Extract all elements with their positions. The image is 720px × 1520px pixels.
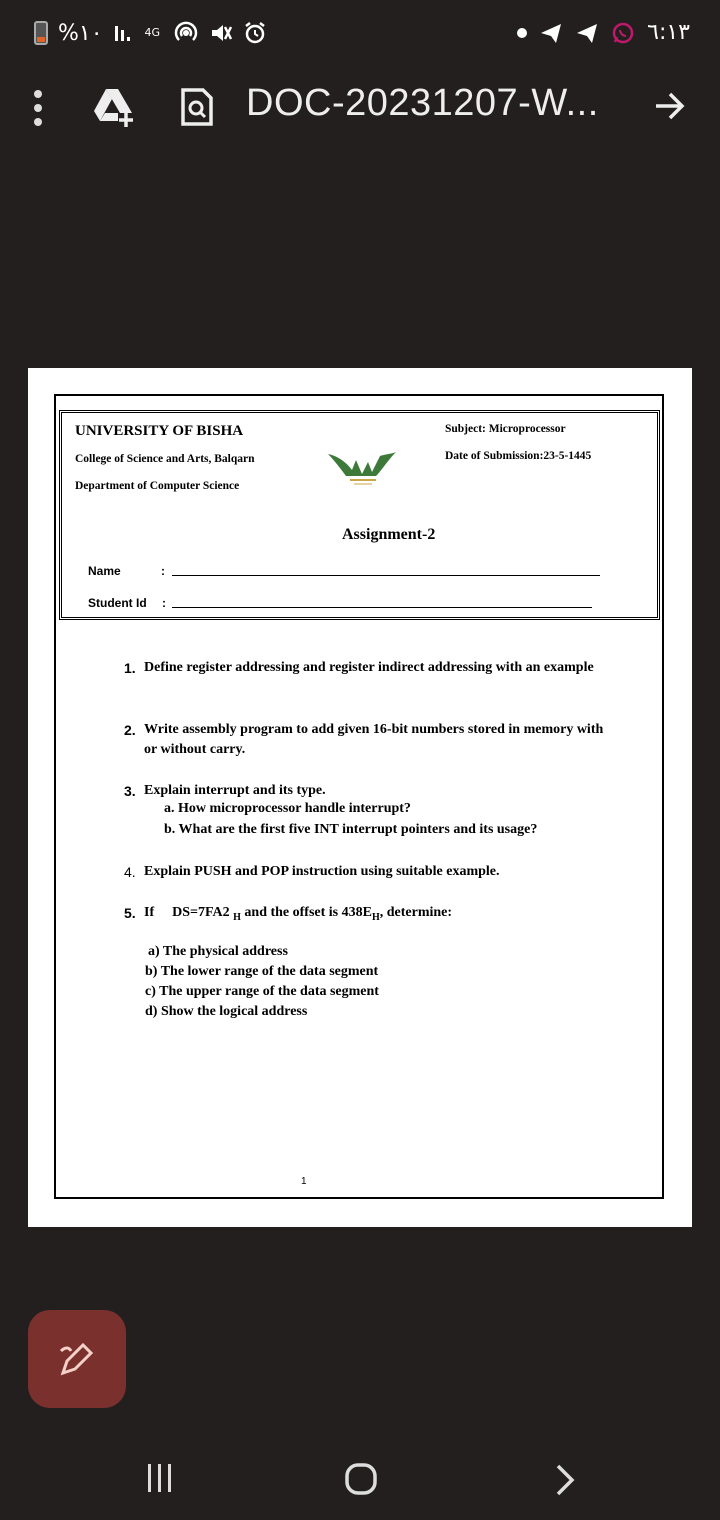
page-border: UNIVERSITY OF BISHA College of Science and Arts, Balqarn Department of Computer Science Subject: Microprocessor Date of Submission:23-5-1445 Assignment-2 Name : Student Id : 1. Define register addressing and register indirect addressing with an example 2. Write assembly program to add given 16-bit numbers stored in memory with or without carry. 3. Explain interrupt and its type. a. How microprocessor handle interrupt? b. What are the first five INT interrupt pointers and its usage? 4. Explain PUSH and POP instruction using suitable example. 5. If DS=7FA2 $_H$ and the offset is $438E_H$, determine: a) The physical address b) The lower range of the data segment c) The upper range of the data segment d) Show the logical address 1 <box>54 394 664 1199</box>
recent-apps-icon[interactable] <box>146 1462 176 1496</box>
question-5d: d) Show the logical address <box>145 1004 308 1019</box>
status-left <box>34 20 267 46</box>
network-type: 4G <box>144 26 161 39</box>
university-name: UNIVERSITY OF BISHA <box>75 423 244 439</box>
department-name: Department of Computer Science <box>75 480 240 492</box>
college-name: College of Science and Arts, Balqarn <box>75 453 255 465</box>
status-bar <box>0 0 720 70</box>
name-label: Name <box>88 564 121 578</box>
alarm-icon <box>243 21 267 45</box>
question-5a: a) The physical address <box>148 944 288 959</box>
student-id-line[interactable] <box>172 607 592 608</box>
navigation-bar <box>0 1440 720 1520</box>
document-search-icon[interactable] <box>180 87 214 127</box>
status-right <box>517 20 690 45</box>
hotspot-icon <box>173 20 199 46</box>
mute-icon <box>209 21 233 45</box>
battery-percentage: %١٠ <box>58 20 103 46</box>
name-line[interactable] <box>172 575 600 576</box>
question-3b: b. What are the first five INT interrupt pointers and its usage? <box>164 822 538 837</box>
notification-dot <box>517 28 527 38</box>
question-5c: c) The upper range of the data segment <box>145 984 379 999</box>
question-3a: a. How microprocessor handle interrupt? <box>164 801 411 816</box>
assignment-title: Assignment-2 <box>342 526 436 543</box>
open-arrow-icon[interactable] <box>652 88 688 124</box>
add-to-drive-icon[interactable] <box>92 85 136 129</box>
battery-icon <box>34 21 48 45</box>
edit-fab-button[interactable] <box>28 1310 126 1408</box>
student-id-label: Student Id <box>88 596 147 610</box>
document-title: DOC-20231207-W... <box>246 82 599 124</box>
whatsapp-icon <box>611 21 635 45</box>
edit-pencil-icon <box>57 1339 97 1379</box>
submission-date: Date of Submission:23-5-1445 <box>445 450 592 462</box>
page-number: 1 <box>301 1176 307 1187</box>
signal-icon <box>113 23 135 43</box>
telegram-icon-2 <box>575 21 599 45</box>
clock: ٦:١٣ <box>647 20 690 45</box>
question-5b: b) The lower range of the data segment <box>145 964 379 979</box>
telegram-icon <box>539 21 563 45</box>
student-id-colon: : <box>162 596 166 610</box>
assignment-header <box>59 410 660 620</box>
more-options-icon[interactable] <box>34 90 44 126</box>
name-colon: : <box>161 564 165 578</box>
home-icon[interactable] <box>344 1462 380 1498</box>
document-page[interactable] <box>28 368 692 1227</box>
university-logo <box>326 450 398 490</box>
back-icon[interactable] <box>552 1462 578 1498</box>
app-toolbar <box>0 70 720 150</box>
subject-label: Subject: Microprocessor <box>445 423 566 435</box>
